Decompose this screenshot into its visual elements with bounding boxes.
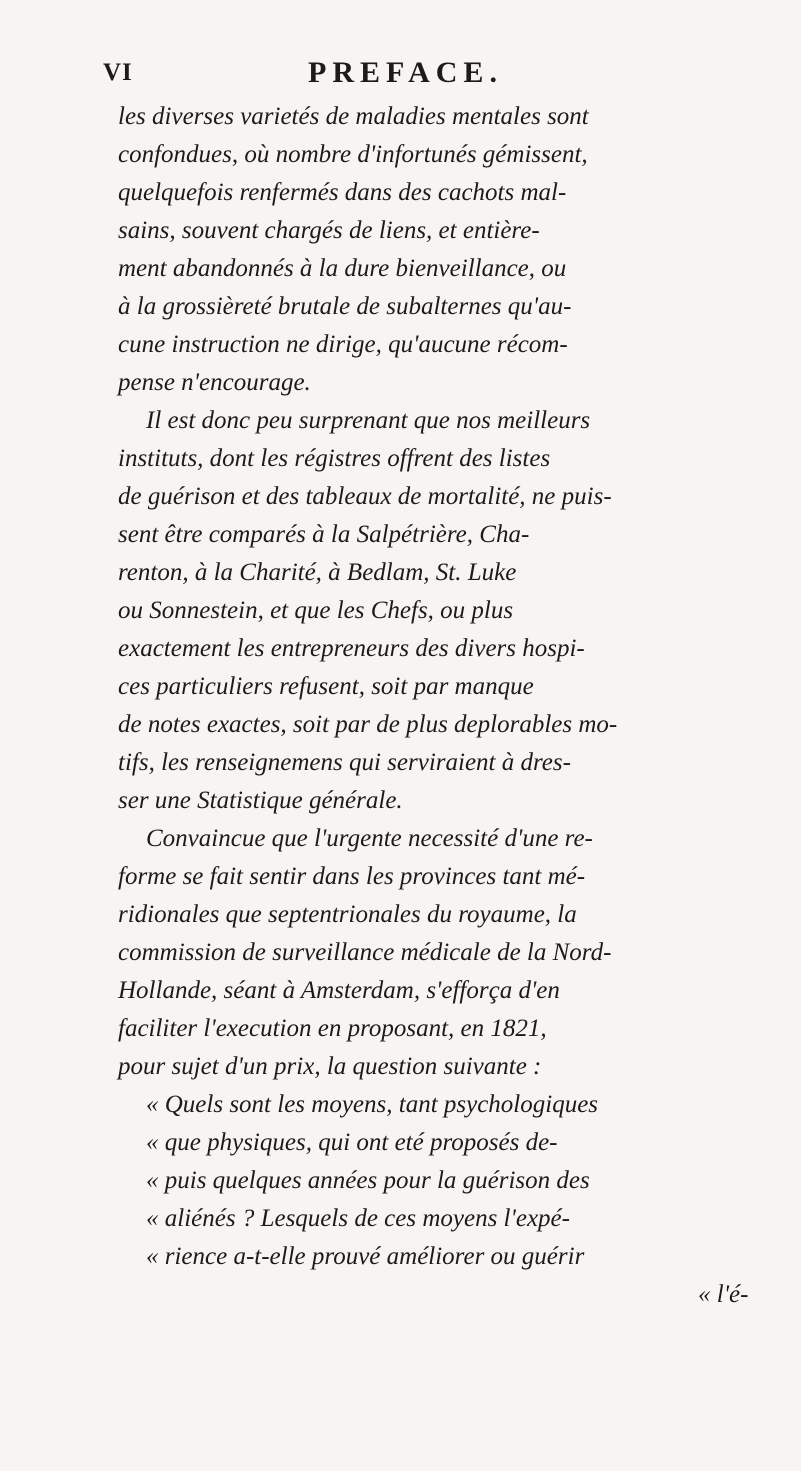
text-line: pense n'encourage. (118, 369, 311, 396)
text-line: confondues, où nombre d'infortunés gémissent, (118, 141, 588, 168)
text-line: ces particuliers refusent, soit par manque (118, 673, 534, 700)
text-line: quelquefois renfermés dans des cachots mal- (118, 179, 567, 206)
text-line: ou Sonnestein, et que les Chefs, ou plus (118, 597, 514, 624)
page-number: VI (103, 59, 133, 86)
text-line: ridionales que septentrionales du royaume, la (118, 901, 577, 928)
text-line: tifs, les renseignemens qui serviraient à dres- (118, 749, 571, 776)
text-line: Convaincue que l'urgente necessité d'une re- (146, 825, 593, 852)
text-line: sains, souvent chargés de liens, et entière- (118, 217, 540, 244)
text-line: forme se fait sentir dans les provinces tant mé- (118, 863, 586, 890)
text-line: ser une Statistique générale. (118, 787, 403, 814)
running-head: PREFACE. (308, 56, 503, 89)
text-line: exactement les entrepreneurs des divers hospi- (118, 635, 585, 662)
text-line: à la grossièreté brutale de subalternes qu'au- (118, 293, 572, 320)
text-line: « puis quelques années pour la guérison des (146, 1167, 590, 1194)
text-line: pour sujet d'un prix, la question suivante : (118, 1053, 542, 1080)
text-line: Il est donc peu surprenant que nos meilleurs (146, 407, 591, 434)
text-line: les diverses varietés de maladies mentales sont (118, 103, 589, 130)
text-line: de notes exactes, soit par de plus deplorables mo- (118, 711, 618, 738)
text-line: ment abandonnés à la dure bienveillance, ou (118, 255, 567, 282)
text-line: Hollande, séant à Amsterdam, s'efforça d'en (118, 977, 560, 1004)
text-line: cune instruction ne dirige, qu'aucune récom- (118, 331, 568, 358)
text-line: « que physiques, qui ont eté proposés de- (146, 1129, 558, 1156)
text-line: sent être comparés à la Salpétrière, Cha- (118, 521, 530, 548)
text-line: instituts, dont les régistres offrent des listes (118, 445, 551, 472)
text-line: de guérison et des tableaux de mortalité, ne puis- (118, 483, 612, 510)
text-line: « rience a-t-elle prouvé améliorer ou guérir (146, 1243, 585, 1270)
text-line: « Quels sont les moyens, tant psychologiques (146, 1091, 599, 1118)
page-header (0, 58, 801, 98)
text-line: faciliter l'execution en proposant, en 1821, (118, 1015, 547, 1042)
text-line: « aliénés ? Lesquels de ces moyens l'expé- (146, 1205, 570, 1232)
text-line: renton, à la Charité, à Bedlam, St. Luke (118, 559, 517, 586)
text-line: « l'é- (698, 1281, 749, 1308)
text-line: commission de surveillance médicale de la Nord- (118, 939, 612, 966)
